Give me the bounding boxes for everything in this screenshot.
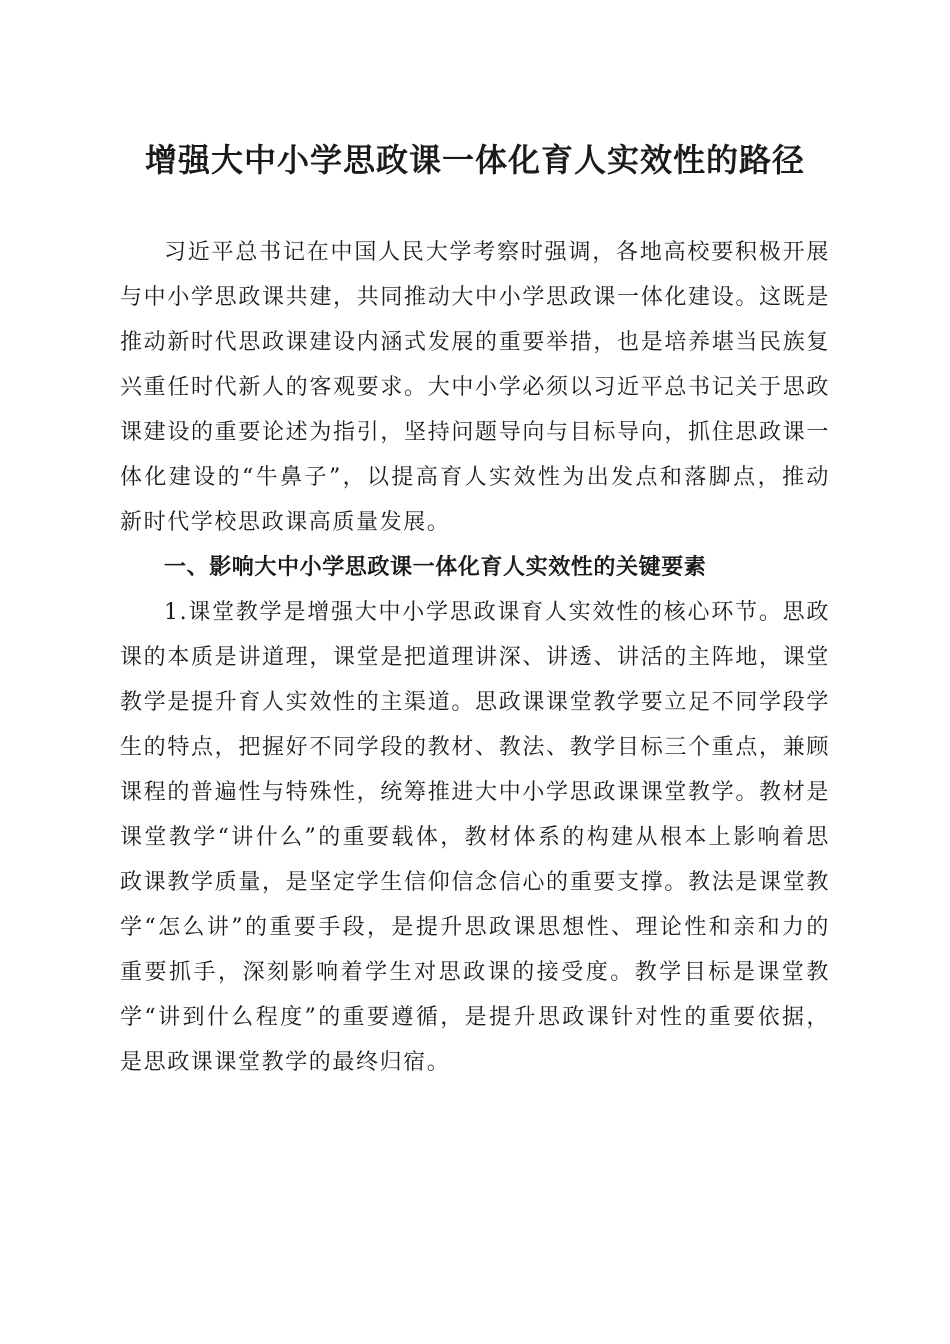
point-1-paragraph: 1.课堂教学是增强大中小学思政课育人实效性的核心环节。思政课的本质是讲道理，课堂是把道理讲深、讲透、讲活的主阵地，课堂教学是提升育人实效性的主渠道。思政课课堂教学要立足不同学段学生的特点，把握好不同学段的教材、教法、教学目标三个重点，兼顾课程的普遍性与特殊性，统筹推进大中小学思政课课堂教学。教材是课堂教学“讲什么”的重要载体，教材体系的构建从根本上影响着思政课教学质量，是坚定学生信仰信念信心的重要支撑。教法是课堂教学“怎么讲”的重要手段，是提升思政课思想性、理论性和亲和力的重要抓手，深刻影响着学生对思政课的接受度。教学目标是课堂教学“讲到什么程度”的重要遵循，是提升思政课针对性的重要依据，是思政课课堂教学的最终归宿。 <box>120 600 830 1075</box>
document-body <box>120 230 830 1085</box>
section-heading: 一、影响大中小学思政课一体化育人实效性的关键要素 <box>164 555 707 580</box>
intro-paragraph: 习近平总书记在中国人民大学考察时强调，各地高校要积极开展与中小学思政课共建，共同推动大中小学思政课一体化建设。这既是推动新时代思政课建设内涵式发展的重要举措，也是培养堪当民族复兴重任时代新人的客观要求。大中小学必须以习近平总书记关于思政课建设的重要论述为指引，坚持问题导向与目标导向，抓住思政课一体化建设的“牛鼻子”，以提高育人实效性为出发点和落脚点，推动新时代学校思政课高质量发展。 <box>120 240 830 535</box>
document-title: 增强大中小学思政课一体化育人实效性的路径 <box>144 141 805 179</box>
